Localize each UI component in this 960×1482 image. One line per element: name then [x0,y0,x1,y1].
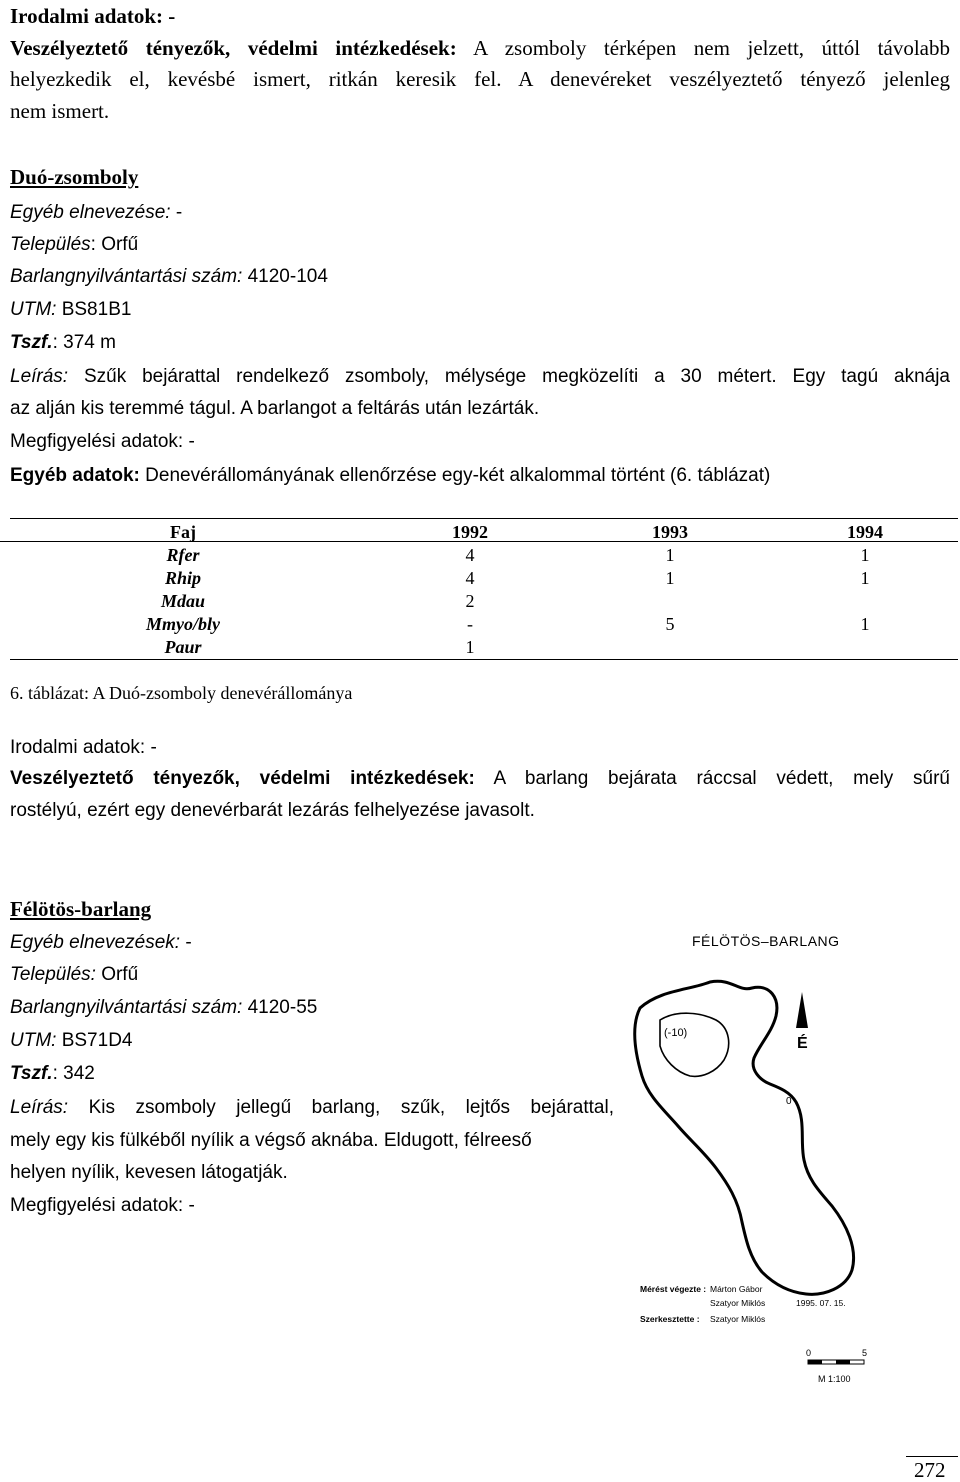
threat-label: Veszélyeztető tényezők, védelmi intézkedések: [10,36,457,60]
north-arrow-icon [796,992,808,1052]
threat-paragraph-prev-line3: nem ismert. [10,99,110,123]
page-number: 272 [914,1458,946,1482]
other-name-label: Egyéb elnevezése: [10,202,171,223]
registry-label: Barlangnyilvántartási szám: [10,997,243,1018]
drawn-label: Szerkesztette : [640,1314,700,1324]
utm-label: UTM: [10,299,57,320]
table-row [10,636,958,659]
other-name-value: - [180,932,192,953]
scale-bar [806,1348,867,1384]
settlement-label: Település [10,234,91,255]
description-line2: mely egy kis fülkéből nyílik a végső aknába. Eldugott, félreeső [10,1130,532,1151]
count-cell: - [467,614,473,634]
registry-label: Barlangnyilvántartási szám: [10,266,243,287]
other-data-text: Denevérállományának ellenőrzése egy-két alkalommal történt (6. táblázat) [139,465,771,486]
count-cell: 2 [465,591,475,611]
utm-line [10,297,131,323]
count-cell: 1 [860,545,870,565]
count-cell: 1 [860,568,870,588]
other-name-line [10,930,192,956]
elevation-line [10,330,116,356]
elevation-value: : 374 m [52,332,116,353]
table-caption: 6. táblázat: A Duó-zsomboly denevérállománya [10,683,353,703]
threat-paragraph-duo-line2: rostélyú, ezért egy denevérbarát lezárás felhelyezése javasolt. [10,800,535,821]
table-row [10,567,958,590]
cave-title-duo: Duó-zsomboly [10,165,139,189]
description-label: Leírás: [10,366,69,387]
header-1994: 1994 [847,522,883,542]
registry-line [10,264,328,290]
observation-line: Megfigyelési adatok: - [10,431,195,452]
settlement-line [10,232,138,258]
settlement-label: Település: [10,964,96,985]
threat-label: Veszélyeztető tényezők, védelmi intézkedések: [10,768,475,789]
description-label: Leírás: [10,1097,69,1118]
threat-paragraph-duo-line1 [10,766,950,792]
description-line2: az alján kis teremmé tágul. A barlangot a feltárás után lezárták. [10,398,540,419]
cave-title-felotos: Félötös-barlang [10,897,152,921]
description-line1 [10,1095,614,1121]
settlement-line [10,962,138,988]
other-data-label: Egyéb adatok: [10,465,140,486]
count-cell: 1 [665,545,675,565]
elevation-label: Tszf. [10,332,53,353]
description-line3: helyen nyílik, kevesen látogatják. [10,1162,288,1183]
table-row [10,590,958,613]
species-cell: Mmyo/bly [146,614,220,634]
measured-name2: Szatyor Miklós [710,1298,766,1308]
species-cell: Rfer [166,545,200,565]
utm-line [10,1028,132,1054]
settlement-value: Orfű [95,964,139,985]
drawn-name: Szatyor Miklós [710,1314,766,1324]
north-letter: É [797,1035,808,1052]
measured-label: Mérést végezte : [640,1284,707,1294]
count-cell: 5 [665,614,675,634]
threat-paragraph-prev-line2: helyezkedik el, kevésbé ismert, ritkán keresik fel. A denevéreket veszélyeztető tényező jelenleg [10,67,950,91]
species-cell: Rhip [164,568,202,588]
elevation-line [10,1061,95,1087]
elevation-label: Tszf. [10,1063,53,1084]
header-1993: 1993 [652,522,688,542]
count-cell: 1 [665,568,675,588]
bat-census-table [10,518,958,660]
table-row [10,613,958,636]
registry-value: 4120-104 [242,266,328,287]
literature-heading-prev: Irodalmi adatok: - [10,4,176,28]
elevation-value: : 342 [52,1063,95,1084]
count-cell: 4 [465,568,475,588]
description-text: Szűk bejárattal rendelkező zsomboly, mélysége megközelíti a 30 métert. Egy tagú aknája [68,366,950,387]
literature-heading-duo: Irodalmi adatok: - [10,737,157,758]
cave-inner-wall [660,1013,729,1076]
header-species: Faj [170,522,196,542]
map-title: FÉLÖTÖS–BARLANG [692,933,840,949]
page-number-rule [906,1456,958,1457]
table-row [10,544,958,567]
scale-ratio: M 1:100 [818,1374,851,1384]
settlement-value: : Orfű [90,234,139,255]
depth-mark: (-10) [664,1027,688,1039]
other-data-line [10,463,770,489]
measured-name1: Márton Gábor [710,1284,763,1294]
utm-value: BS71D4 [56,1030,133,1051]
other-name-value: - [170,202,183,223]
other-name-line [10,200,182,226]
utm-value: BS81B1 [56,299,132,320]
registry-line [10,995,317,1021]
description-line1 [10,364,950,390]
scale-zero: 0 [806,1348,812,1358]
utm-label: UTM: [10,1030,57,1051]
species-cell: Mdau [160,591,205,611]
other-name-label: Egyéb elnevezések: [10,932,181,953]
observation-line: Megfigyelési adatok: - [10,1195,195,1216]
count-cell: 1 [860,614,870,634]
table-header-rule [0,541,958,542]
cave-map [620,920,960,1390]
description-text: Kis zsomboly jellegű barlang, szűk, lejtős bejárattal, [68,1097,614,1118]
entrance-mark: 0 [786,1096,792,1107]
survey-date: 1995. 07. 15. [796,1298,846,1308]
registry-value: 4120-55 [242,997,318,1018]
species-cell: Paur [164,637,202,657]
threat-paragraph-prev-line1 [10,35,950,61]
count-cell: 4 [465,545,475,565]
header-1992: 1992 [452,522,488,542]
count-cell: 1 [465,637,475,657]
threat-text: A zsomboly térképen nem jelzett, úttól távolabb [456,36,950,60]
threat-text: A barlang bejárata ráccsal védett, mely sűrű [474,768,951,789]
scale-five: 5 [862,1348,868,1358]
